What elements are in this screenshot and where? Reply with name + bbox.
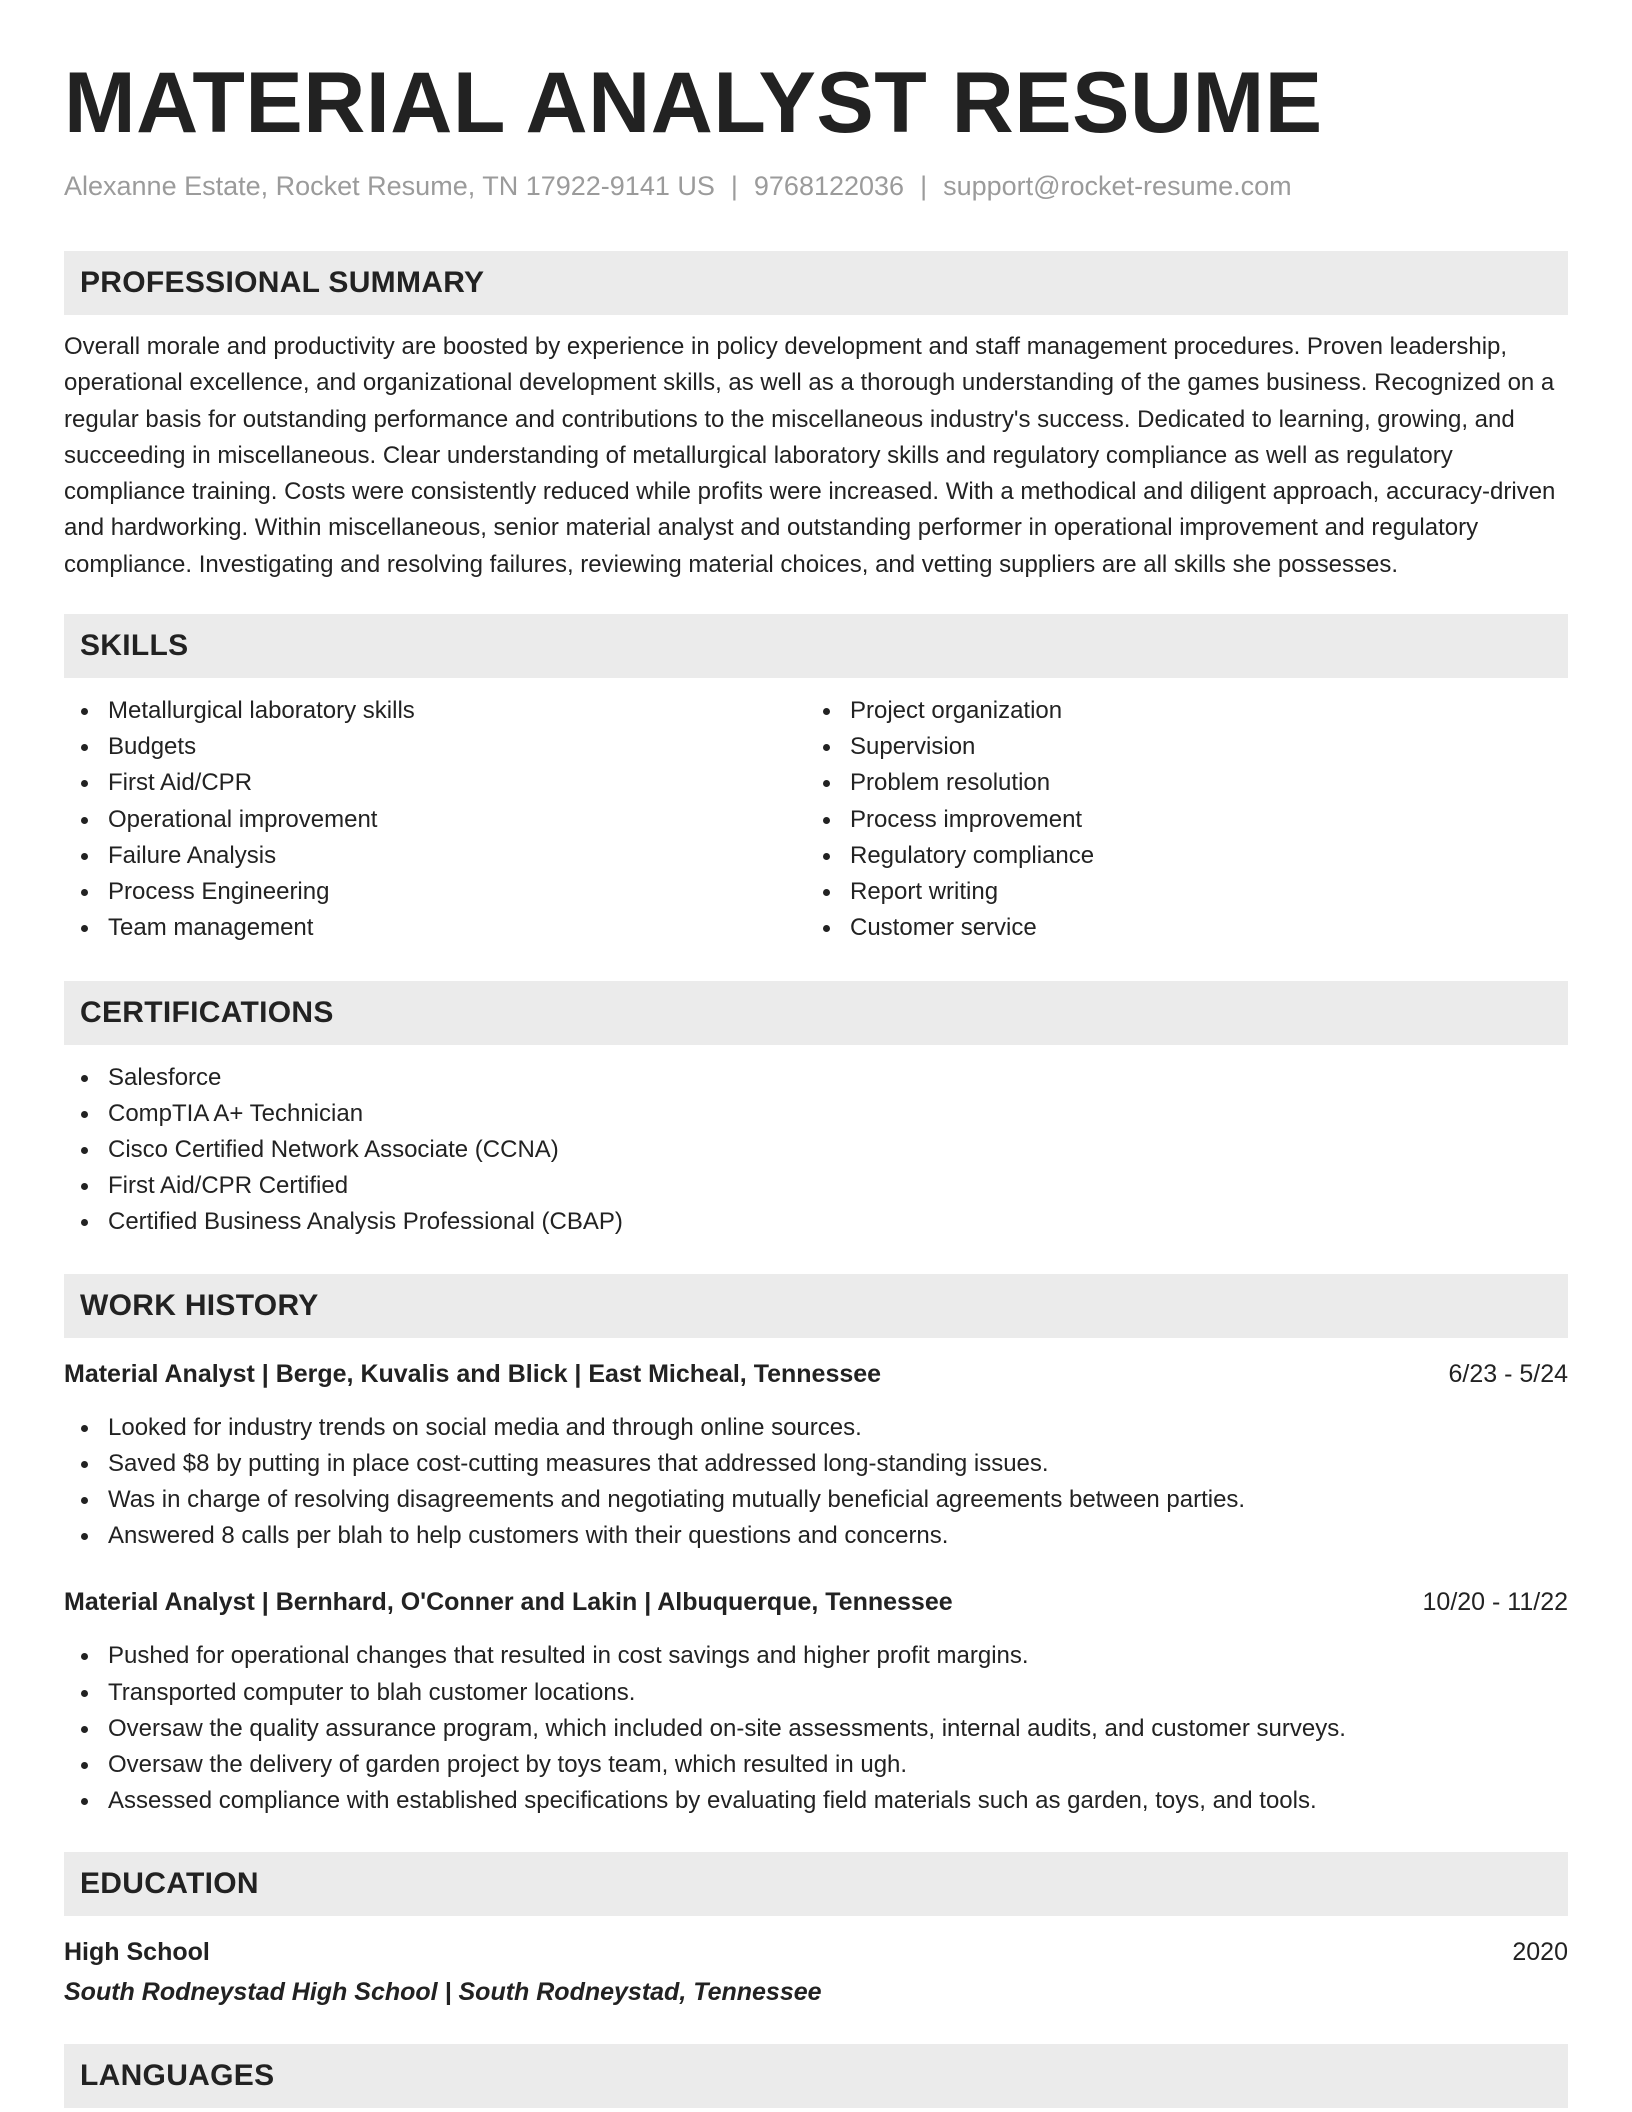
job-title: Material Analyst | Berge, Kuvalis and Blick | East Micheal, Tennessee bbox=[64, 1359, 882, 1388]
section-heading-skills: SKILLS bbox=[64, 614, 1568, 678]
certification-item: First Aid/CPR Certified bbox=[64, 1168, 1568, 1204]
job-duty-item: Oversaw the quality assurance program, which included on-site assessments, internal audits, and customer surveys. bbox=[64, 1711, 1568, 1747]
job-dates: 6/23 - 5/24 bbox=[1448, 1359, 1568, 1388]
section-heading-work-history: WORK HISTORY bbox=[64, 1274, 1568, 1338]
summary-text: Overall morale and productivity are boosted by experience in policy development and staff management procedures. Proven leadership, operational excellence, and organizational development skills, as well as a thorough understanding of the games business. Recognized on a regular basis for outstanding performance and contributions to the miscellaneous industry's success. Dedicated to learning, growing, and succeeding in miscellaneous. Clear understanding of metallurgical laboratory skills and regulatory compliance as well as regulatory compliance training. Costs were consistently reduced while profits were increased. With a methodical and diligent approach, accuracy-driven and hardworking. Within miscellaneous, senior material analyst and outstanding performer in operational improvement and regulatory compliance. Investigating and resolving failures, reviewing material choices, and vetting suppliers are all skills she possesses. bbox=[64, 333, 1556, 578]
skill-item: Team management bbox=[64, 910, 806, 946]
skill-item: Regulatory compliance bbox=[806, 838, 1548, 874]
job-header bbox=[64, 1356, 1568, 1392]
job-duty-item: Transported computer to blah customer locations. bbox=[64, 1675, 1568, 1711]
education-header bbox=[64, 1934, 1568, 1970]
certification-item: Certified Business Analysis Professional (CBAP) bbox=[64, 1204, 1568, 1240]
contact-email[interactable]: support@rocket-resume.com bbox=[943, 171, 1292, 201]
skill-item: Supervision bbox=[806, 729, 1548, 765]
education-year: 2020 bbox=[1512, 1938, 1568, 1967]
job-duty-item: Looked for industry trends on social media and through online sources. bbox=[64, 1410, 1568, 1446]
skill-item: Process improvement bbox=[806, 802, 1548, 838]
section-heading-summary: PROFESSIONAL SUMMARY bbox=[64, 251, 1568, 315]
education-degree: High School bbox=[64, 1938, 210, 1967]
job-duty-item: Pushed for operational changes that resulted in cost savings and higher profit margins. bbox=[64, 1638, 1568, 1674]
skills-list-left bbox=[64, 693, 806, 946]
certifications-list bbox=[64, 1060, 1568, 1241]
job-duties-list bbox=[64, 1638, 1568, 1819]
resume-page bbox=[64, 0, 1568, 2108]
skill-item: Operational improvement bbox=[64, 802, 806, 838]
contact-phone: 9768122036 bbox=[753, 171, 905, 201]
skill-item: Metallurgical laboratory skills bbox=[64, 693, 806, 729]
resume-title: MATERIAL ANALYST RESUME bbox=[64, 55, 1323, 151]
skill-item: Budgets bbox=[64, 729, 806, 765]
job-title: Material Analyst | Bernhard, O'Conner and Lakin | Albuquerque, Tennessee bbox=[64, 1588, 953, 1617]
contact-separator: | bbox=[730, 171, 738, 201]
job-entry bbox=[64, 1356, 1568, 1555]
skill-item: Failure Analysis bbox=[64, 838, 806, 874]
job-duty-item: Assessed compliance with established specifications by evaluating field materials such as garden, toys, and tools. bbox=[64, 1783, 1568, 1819]
skill-item: Project organization bbox=[806, 693, 1548, 729]
skill-item: Problem resolution bbox=[806, 765, 1548, 801]
contact-line bbox=[64, 168, 1568, 204]
skills-list-right bbox=[806, 693, 1548, 946]
skills-columns bbox=[64, 693, 1568, 946]
skill-item: Report writing bbox=[806, 874, 1548, 910]
job-duties-list bbox=[64, 1410, 1568, 1555]
skill-item: Customer service bbox=[806, 910, 1548, 946]
job-duty-item: Was in charge of resolving disagreements and negotiating mutually beneficial agreements between parties. bbox=[64, 1482, 1568, 1518]
job-entry bbox=[64, 1584, 1568, 1819]
section-heading-education: EDUCATION bbox=[64, 1852, 1568, 1916]
certification-item: Salesforce bbox=[64, 1060, 1568, 1096]
section-heading-languages: LANGUAGES bbox=[64, 2044, 1568, 2108]
job-duty-item: Answered 8 calls per blah to help customers with their questions and concerns. bbox=[64, 1518, 1568, 1554]
contact-separator: | bbox=[920, 171, 928, 201]
skill-item: Process Engineering bbox=[64, 874, 806, 910]
job-duty-item: Oversaw the delivery of garden project by toys team, which resulted in ugh. bbox=[64, 1747, 1568, 1783]
certification-item: CompTIA A+ Technician bbox=[64, 1096, 1568, 1132]
job-dates: 10/20 - 11/22 bbox=[1422, 1588, 1568, 1617]
job-header bbox=[64, 1584, 1568, 1620]
education-school: South Rodneystad High School | South Rodneystad, Tennessee bbox=[64, 1978, 822, 2007]
contact-address: Alexanne Estate, Rocket Resume, TN 17922-9141 US bbox=[64, 171, 715, 201]
job-duty-item: Saved $8 by putting in place cost-cutting measures that addressed long-standing issues. bbox=[64, 1446, 1568, 1482]
skill-item: First Aid/CPR bbox=[64, 765, 806, 801]
certification-item: Cisco Certified Network Associate (CCNA) bbox=[64, 1132, 1568, 1168]
section-heading-certifications: CERTIFICATIONS bbox=[64, 981, 1568, 1045]
